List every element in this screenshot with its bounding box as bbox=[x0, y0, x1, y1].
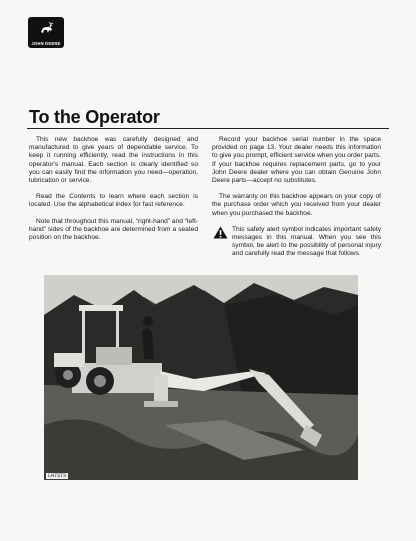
safety-alert-text: This safety alert symbol indicates important safety messages in this manual. When you see this symbol, be alert to the possibility of personal injury and carefully read the message that follows. bbox=[232, 225, 381, 258]
paragraph-warranty: The warranty on this backhoe appears on your copy of the purchase order which you received from your dealer when you purchased the backhoe. bbox=[212, 193, 381, 217]
paragraph-sides: Note that throughout this manual, “right-hand” and “left-hand” sides of the backhoe are determined from a seated position on the backhoe. bbox=[29, 217, 198, 242]
safety-alert-icon bbox=[213, 226, 228, 239]
title-rule bbox=[27, 128, 389, 129]
safety-alert-paragraph bbox=[212, 226, 381, 259]
deer-logo-icon bbox=[37, 20, 55, 37]
right-column bbox=[212, 136, 381, 267]
page-title: To the Operator bbox=[29, 107, 160, 127]
paragraph-contents: Read the Contents to learn where each section is located. Use the alphabetical index for fast reference. bbox=[29, 193, 198, 209]
john-deere-logo bbox=[28, 17, 64, 48]
paragraph-intro: This new backhoe was carefully designed and manufactured to give years of dependable service. To keep it running efficiently, read the instructions in this operator's manual. Each section is clearly identified so you can easily find the information you need—operation, lubrication or service. bbox=[29, 136, 198, 185]
paragraph-serial: Record your backhoe serial number in the space provided on page 13. Your dealer needs this information to give you prompt, efficient service when you order parts. If your backhoe requires replacement parts, go to your John Deere dealer where you can obtain Genuine John Deere parts—accept no substitutes. bbox=[212, 136, 381, 185]
logo-text: JOHN DEERE bbox=[31, 41, 61, 46]
backhoe-scene-image bbox=[44, 275, 358, 480]
left-column bbox=[29, 136, 198, 250]
backhoe-photo bbox=[44, 275, 358, 480]
photo-code: LH7373 bbox=[48, 473, 67, 479]
